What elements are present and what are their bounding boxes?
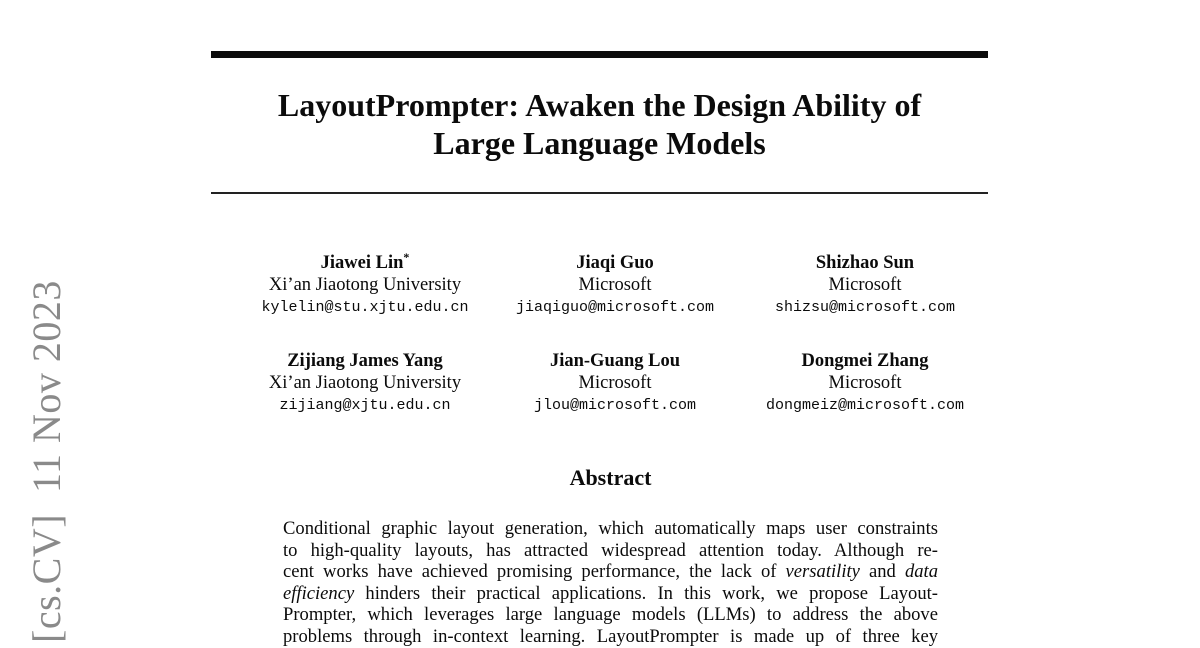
abstract-line: to high-quality layouts, has attracted widespread attention today. Although re-	[283, 539, 938, 561]
author-footnote-mark: *	[403, 250, 410, 264]
abstract-text	[283, 518, 938, 647]
author-name	[740, 247, 990, 275]
abstract-line: problems through in-context learning. LayoutPrompter is made up of three key	[283, 625, 938, 647]
author-name	[240, 247, 490, 275]
author-block	[240, 345, 490, 416]
author-affiliation: Microsoft	[578, 274, 652, 295]
author-email: shizsu@microsoft.com	[774, 299, 956, 317]
author-affiliation: Xi’an Jiaotong University	[268, 274, 462, 295]
author-name	[490, 247, 740, 275]
authors-row-2	[240, 345, 990, 416]
author-email: kylelin@stu.xjtu.edu.cn	[261, 299, 469, 317]
author-block	[490, 247, 740, 318]
paper-title-line-2: Large Language Models	[433, 125, 766, 161]
abstract-line: efficiency hinders their practical applications. In this work, we propose Layout-	[283, 582, 938, 604]
author-email: dongmeiz@microsoft.com	[765, 397, 965, 415]
abstract-line: Prompter, which leverages large language models (LLMs) to address the above	[283, 604, 938, 625]
author-name	[740, 345, 990, 373]
author-email: zijiang@xjtu.edu.cn	[279, 397, 451, 415]
abstract-line: Conditional graphic layout generation, which automatically maps user constraints	[283, 518, 938, 539]
title-rule	[211, 192, 988, 194]
author-block	[240, 247, 490, 318]
author-affiliation: Microsoft	[578, 372, 652, 393]
author-affiliation: Xi’an Jiaotong University	[268, 372, 462, 393]
authors-row-1	[240, 247, 990, 318]
author-email: jiaqiguo@microsoft.com	[515, 299, 715, 317]
arxiv-watermark: [cs.CV] 11 Nov 2023	[24, 280, 69, 643]
author-name-text: Jiaqi Guo	[576, 253, 654, 274]
abstract-line: cent works have achieved promising performance, the lack of versatility and data	[283, 561, 938, 582]
author-name-text: Shizhao Sun	[815, 253, 915, 274]
paper-title-line-1: LayoutPrompter: Awaken the Design Ability of	[277, 87, 922, 123]
author-block	[490, 345, 740, 416]
author-affiliation: Microsoft	[828, 372, 902, 393]
author-name	[490, 345, 740, 373]
abstract-heading: Abstract	[569, 465, 652, 490]
top-rule	[211, 51, 988, 58]
author-name-text: Jiawei Lin	[320, 253, 404, 274]
author-email: jlou@microsoft.com	[533, 397, 697, 415]
author-name	[240, 345, 490, 373]
author-name-text: Dongmei Zhang	[801, 351, 929, 372]
author-affiliation: Microsoft	[828, 274, 902, 295]
paper-title	[211, 86, 988, 162]
author-name-text: Zijiang James Yang	[287, 351, 443, 372]
author-block	[740, 345, 990, 416]
author-name-text: Jian-Guang Lou	[549, 351, 681, 372]
author-block	[740, 247, 990, 318]
